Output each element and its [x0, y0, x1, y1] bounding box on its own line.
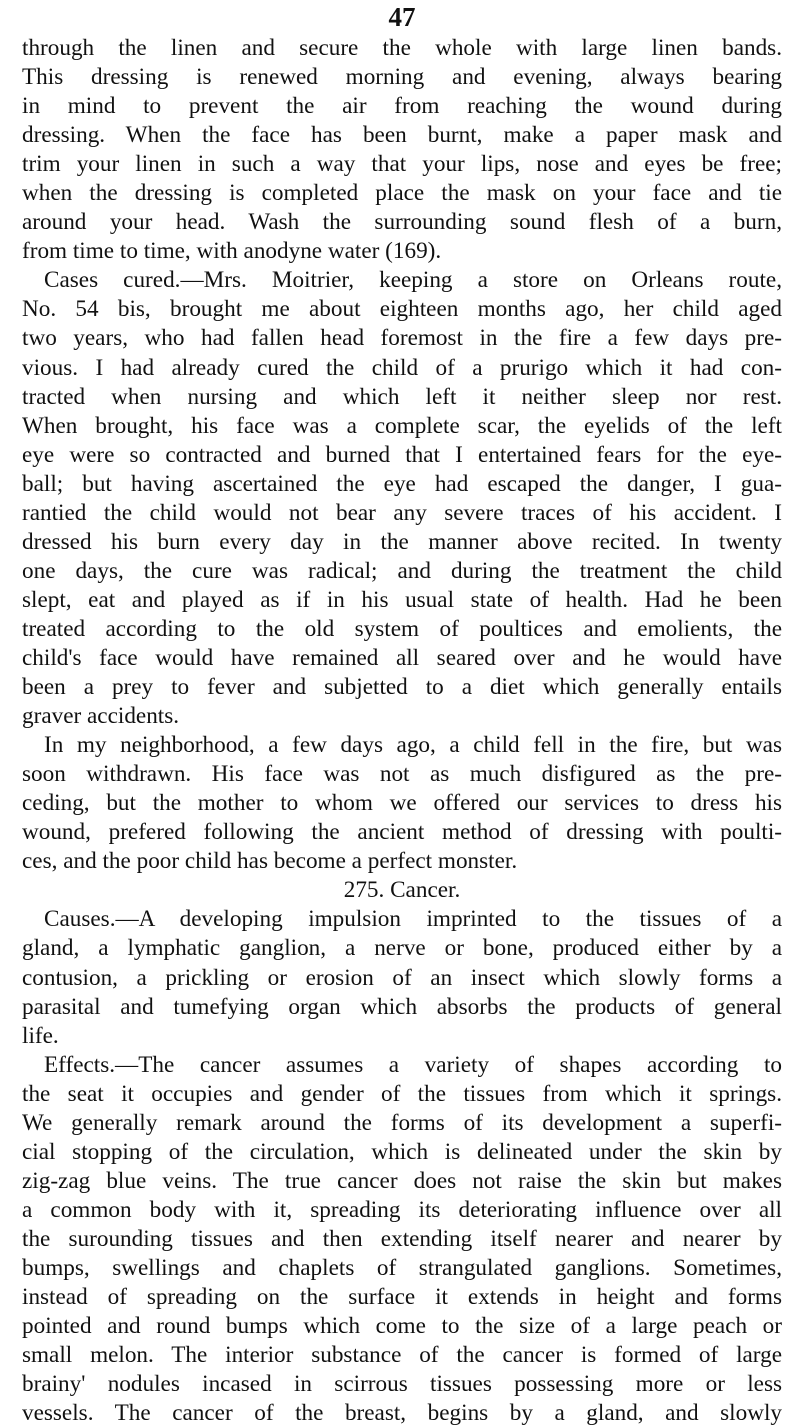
text-body: [22, 34, 782, 1428]
text-line: contusion, a prickling or erosion of an insect which slowly forms a: [22, 964, 782, 991]
text-line: gland, a lymphatic ganglion, a nerve or bone, produced either by a: [22, 935, 782, 962]
text-line: instead of spreading on the surface it extends in height and forms: [22, 1284, 782, 1311]
text-line: cial stopping of the circulation, which is delineated under the skin by: [22, 1138, 782, 1165]
text-line: vious. I had already cured the child of a prurigo which it had con-: [22, 354, 782, 381]
text-line: dressed his burn every day in the manner above recited. In twenty: [22, 528, 782, 555]
text-line: around your head. Wash the surrounding sound flesh of a burn,: [22, 209, 782, 236]
text-line: pointed and round bumps which come to the size of a large peach or: [22, 1313, 782, 1340]
text-line: eye were so contracted and burned that I entertained fears for the eye-: [22, 441, 782, 468]
text-line: This dressing is renewed morning and evening, always bearing: [22, 64, 782, 91]
text-line: treated according to the old system of poultices and emolients, the: [22, 615, 782, 642]
text-line: graver accidents.: [22, 703, 180, 730]
text-line: Effects.—The cancer assumes a variety of shapes according to: [44, 1051, 782, 1078]
text-line: child's face would have remained all seared over and he would have: [22, 644, 782, 671]
text-line: soon withdrawn. His face was not as much disfigured as the pre-: [22, 761, 782, 788]
text-line: dressing. When the face has been burnt, make a paper mask and: [22, 122, 782, 149]
text-line: through the linen and secure the whole with large linen bands.: [22, 35, 782, 61]
text-line: parasital and tumefying organ which absorbs the products of general: [22, 993, 782, 1020]
page-number: 47: [388, 2, 416, 32]
text-line: tracted when nursing and which left it neither sleep nor rest.: [22, 383, 782, 410]
text-line: brainy' nodules incased in scirrous tissues possessing more or less: [22, 1371, 782, 1398]
text-line: When brought, his face was a complete scar, the eyelids of the left: [22, 412, 782, 439]
text-line: bumps, swellings and chaplets of strangulated ganglions. Sometimes,: [22, 1254, 782, 1281]
text-line: a common body with it, spreading its deteriorating influence over all: [22, 1196, 782, 1223]
text-line: two years, who had fallen head foremost in the fire a few days pre-: [22, 325, 782, 352]
text-line: ces, and the poor child has become a perfect monster.: [22, 848, 518, 875]
text-line: ceding, but the mother to whom we offered our services to dress his: [22, 790, 782, 817]
text-line: life.: [22, 1022, 59, 1049]
text-line: small melon. The interior substance of the cancer is formed of large: [22, 1342, 782, 1369]
text-line: rantied the child would not bear any severe traces of his accident. I: [22, 499, 782, 526]
text-line: one days, the cure was radical; and during the treatment the child: [22, 557, 782, 584]
text-line: in mind to prevent the air from reaching the wound during: [22, 93, 782, 120]
text-line: Cases cured.—Mrs. Moitrier, keeping a store on Orleans route,: [44, 267, 782, 294]
text-line: been a prey to fever and subjetted to a diet which generally entails: [22, 674, 782, 701]
text-line: the seat it occupies and gender of the tissues from which it springs.: [22, 1080, 782, 1107]
text-line: wound, prefered following the ancient method of dressing with poulti-: [22, 819, 782, 846]
text-line: from time to time, with anodyne water (169).: [22, 238, 442, 265]
text-line: No. 54 bis, brought me about eighteen months ago, her child aged: [22, 296, 782, 323]
text-line: trim your linen in such a way that your lips, nose and eyes be free;: [22, 151, 782, 178]
text-line: vessels. The cancer of the breast, begins by a gland, and slowly: [22, 1400, 782, 1427]
text-line: when the dressing is completed place the mask on your face and tie: [22, 180, 782, 207]
text-line: In my neighborhood, a few days ago, a child fell in the fire, but was: [44, 732, 782, 759]
text-line: zig-zag blue veins. The true cancer does not raise the skin but makes: [22, 1167, 782, 1194]
text-line: 275. Cancer.: [343, 877, 461, 904]
text-line: slept, eat and played as if in his usual state of health. Had he been: [22, 586, 782, 613]
text-line: ball; but having ascertained the eye had escaped the danger, I gua-: [22, 470, 782, 497]
text-line: the surounding tissues and then extending itself nearer and nearer by: [22, 1225, 782, 1252]
text-line: Causes.—A developing impulsion imprinted to the tissues of a: [44, 906, 782, 933]
text-line: We generally remark around the forms of its development a superfi-: [22, 1109, 782, 1136]
